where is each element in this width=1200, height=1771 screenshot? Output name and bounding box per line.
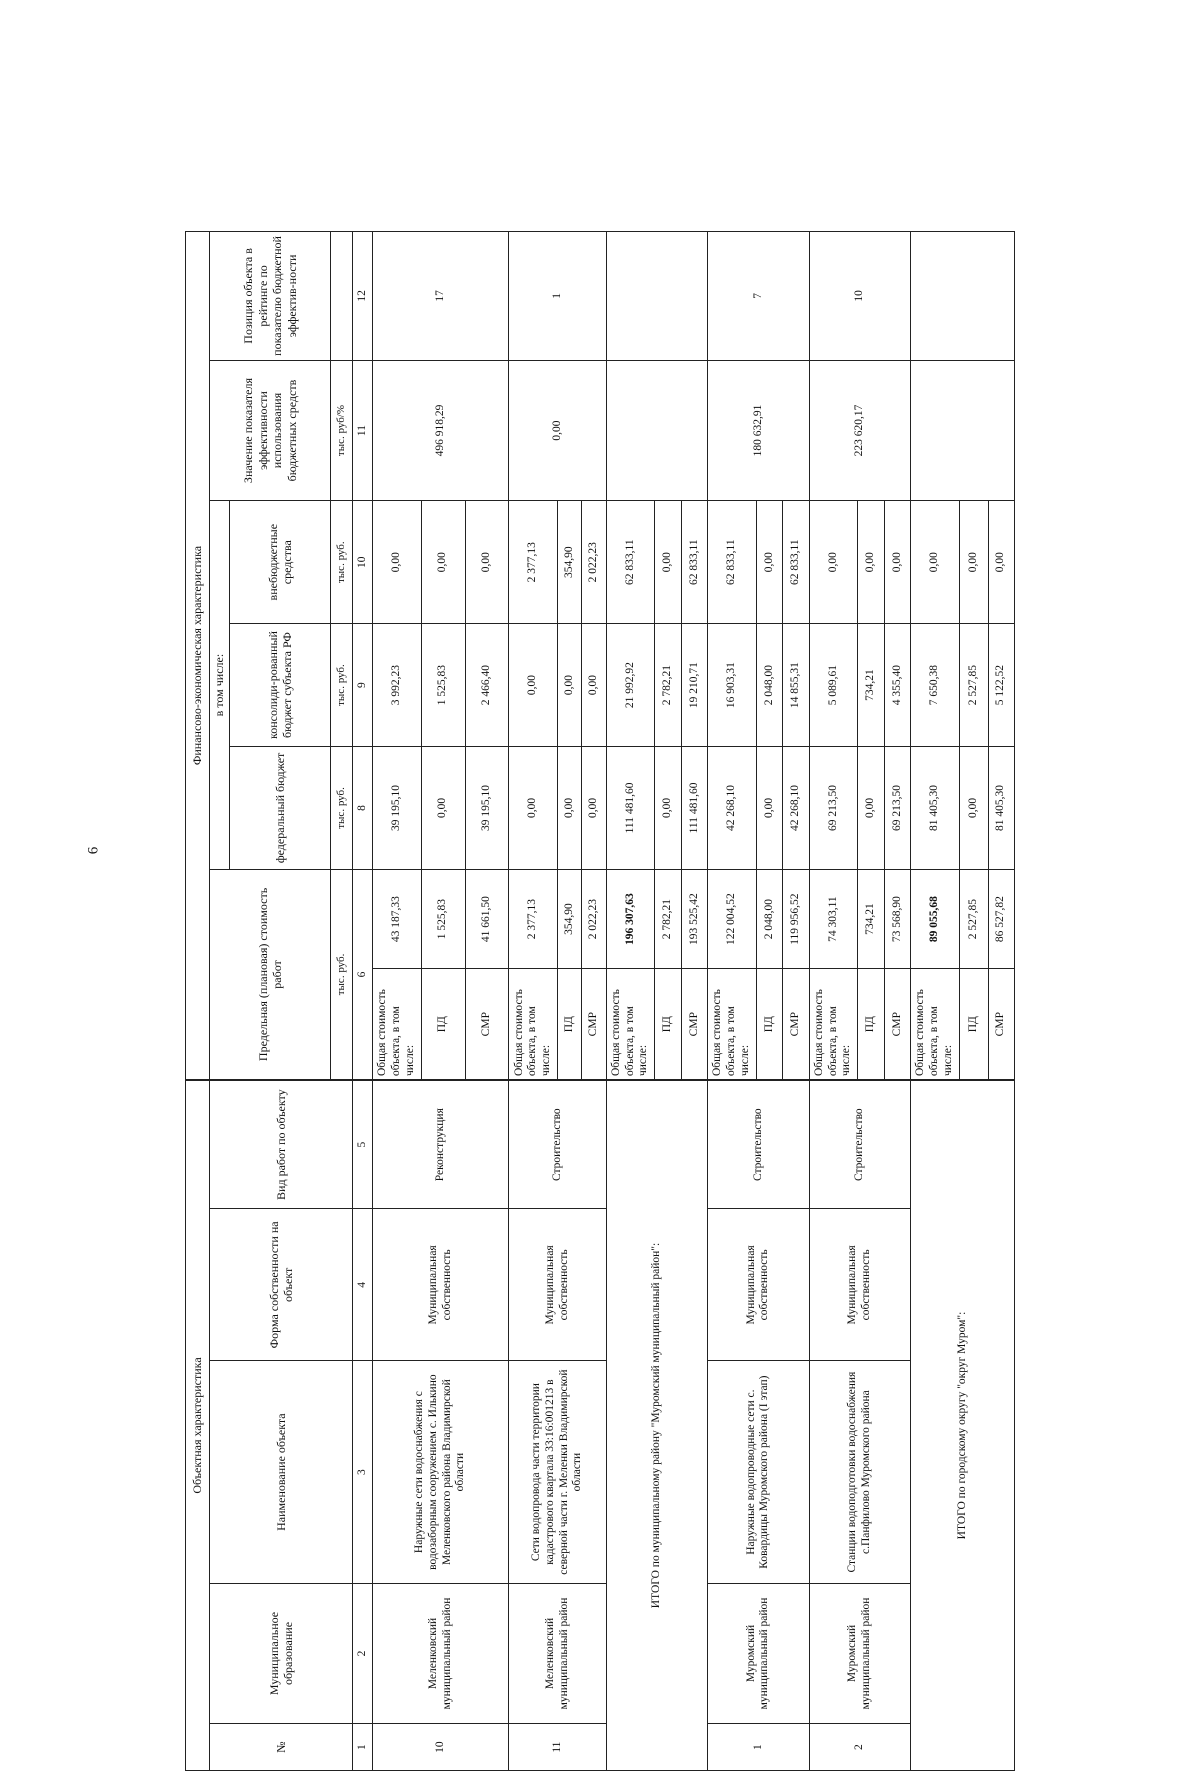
- extra-value: 0,00: [809, 501, 858, 624]
- cost-value: 86 527,82: [988, 869, 1014, 968]
- extra-value: 62 833,11: [606, 501, 655, 624]
- row-label-total: Общая стоимость объекта, в том числе:: [372, 969, 421, 1080]
- regional-value: 734,21: [858, 624, 884, 747]
- federal-value: 0,00: [959, 747, 988, 870]
- extra-value: 0,00: [465, 501, 509, 624]
- cost-value: 122 004,52: [708, 869, 757, 968]
- regional-value: 2 048,00: [756, 624, 782, 747]
- page-number: 6: [85, 846, 102, 855]
- extra-value: 0,00: [421, 501, 465, 624]
- efficiency-value: 496 918,29: [372, 360, 509, 500]
- extra-value: 0,00: [884, 501, 910, 624]
- rank-value: 17: [372, 232, 509, 361]
- federal-value: 39 195,10: [465, 747, 509, 870]
- regional-value: 2 782,21: [655, 624, 681, 747]
- extra-value: 0,00: [988, 501, 1014, 624]
- row-label-total: Общая стоимость объекта, в том числе:: [606, 969, 655, 1080]
- extra-value: 62 833,11: [681, 501, 707, 624]
- row-label-smr: СМР: [465, 969, 509, 1080]
- extra-value: 2 377,13: [509, 501, 558, 624]
- federal-value: 69 213,50: [884, 747, 910, 870]
- rank-value: 1: [509, 232, 606, 361]
- cost-value: 354,90: [558, 869, 582, 968]
- extra-value: 0,00: [911, 501, 960, 624]
- federal-value: 69 213,50: [809, 747, 858, 870]
- regional-value: 5 122,52: [988, 624, 1014, 747]
- efficiency-value: 0,00: [509, 360, 606, 500]
- federal-value: 0,00: [421, 747, 465, 870]
- regional-value: 3 992,23: [372, 624, 421, 747]
- federal-value: 81 405,30: [988, 747, 1014, 870]
- object-work-type: Строительство: [809, 1080, 911, 1209]
- col-number: 3: [353, 1361, 373, 1583]
- col-number: 2: [353, 1583, 373, 1723]
- cost-value: 2 782,21: [655, 869, 681, 968]
- col-municipality-header: Муниципальное образование: [210, 1583, 353, 1723]
- row-label-pd: ПД: [655, 969, 681, 1080]
- subtotal-label: ИТОГО по городскому округу "округ Муром":: [911, 1080, 1015, 1770]
- col-num-header: №: [210, 1724, 353, 1771]
- row-label-smr: СМР: [783, 969, 809, 1080]
- object-ownership: Муниципальная собственность: [809, 1209, 911, 1361]
- cost-value: 89 055,68: [911, 869, 960, 968]
- row-label-pd: ПД: [756, 969, 782, 1080]
- cost-value: 73 568,90: [884, 869, 910, 968]
- object-characteristics-header: Объектная характеристика: [186, 1080, 210, 1770]
- regional-value: 4 355,40: [884, 624, 910, 747]
- object-num: 1: [708, 1724, 810, 1771]
- col-work-type-header: Вид работ по объекту: [210, 1080, 353, 1209]
- object-ownership: Муниципальная собственность: [708, 1209, 810, 1361]
- col-name-header: Наименование объекта: [210, 1361, 353, 1583]
- col-extra-header: внебюджетные средства: [229, 501, 330, 624]
- cost-value: 41 661,50: [465, 869, 509, 968]
- federal-value: 39 195,10: [372, 747, 421, 870]
- regional-value: 5 089,61: [809, 624, 858, 747]
- row-label-smr: СМР: [988, 969, 1014, 1080]
- col-number: 1: [353, 1724, 373, 1771]
- extra-value: 62 833,11: [783, 501, 809, 624]
- regional-value: 2 466,40: [465, 624, 509, 747]
- row-label-smr: СМР: [681, 969, 707, 1080]
- efficiency-value: 223 620,17: [809, 360, 911, 500]
- cost-value: 2 377,13: [509, 869, 558, 968]
- col-cost-header: Предельная (плановая) стоимость работ: [210, 869, 331, 1080]
- object-municipality: Муромский муниципальный район: [708, 1583, 810, 1723]
- federal-value: 111 481,60: [606, 747, 655, 870]
- rank-value: 10: [809, 232, 911, 361]
- financial-characteristics-header: Финансово-экономическая характеристика: [186, 232, 210, 1081]
- regional-value: 7 650,38: [911, 624, 960, 747]
- rotated-table-sheet: [185, 231, 1015, 1771]
- federal-value: 0,00: [655, 747, 681, 870]
- efficiency-value: 180 632,91: [708, 360, 810, 500]
- cost-value: 2 022,23: [582, 869, 606, 968]
- regional-value: 0,00: [582, 624, 606, 747]
- object-municipality: Меленковский муниципальный район: [509, 1583, 606, 1723]
- object-municipality: Муромский муниципальный район: [809, 1583, 911, 1723]
- col-regional-header: консолиди-рованный бюджет субъекта РФ: [229, 624, 330, 747]
- regional-value: 21 992,92: [606, 624, 655, 747]
- extra-value: 354,90: [558, 501, 582, 624]
- col-number: 6: [353, 869, 373, 1080]
- unit-efficiency: тыс. руб/%: [331, 360, 353, 500]
- col-number: 11: [353, 360, 373, 500]
- cost-value: 119 956,52: [783, 869, 809, 968]
- col-federal-header: федеральный бюджет: [229, 747, 330, 870]
- unit-regional: тыс. руб.: [331, 624, 353, 747]
- object-num: 10: [372, 1724, 509, 1771]
- federal-value: 0,00: [582, 747, 606, 870]
- object-work-type: Реконструкция: [372, 1080, 509, 1209]
- federal-value: 42 268,10: [708, 747, 757, 870]
- cost-value: 734,21: [858, 869, 884, 968]
- object-name: Сети водопровода части территории кадастрового квартала 33:16:001213 в северной части г. Меленки Владимирской области: [509, 1361, 606, 1583]
- regional-value: 14 855,31: [783, 624, 809, 747]
- cost-value: 196 307,63: [606, 869, 655, 968]
- unit-cost: тыс. руб.: [331, 869, 353, 1080]
- federal-value: 42 268,10: [783, 747, 809, 870]
- col-ownership-header: Форма собственности на объект: [210, 1209, 353, 1361]
- extra-value: 62 833,11: [708, 501, 757, 624]
- row-label-smr: СМР: [884, 969, 910, 1080]
- extra-value: 0,00: [756, 501, 782, 624]
- extra-value: 2 022,23: [582, 501, 606, 624]
- col-number: 12: [353, 232, 373, 361]
- row-label-pd: ПД: [558, 969, 582, 1080]
- col-rank-header: Позиция объекта в рейтинге по показателю бюджетной эффектив-ности: [210, 232, 331, 361]
- regional-value: 0,00: [509, 624, 558, 747]
- row-label-pd: ПД: [858, 969, 884, 1080]
- row-label-pd: ПД: [421, 969, 465, 1080]
- extra-value: 0,00: [655, 501, 681, 624]
- row-label-smr: СМР: [582, 969, 606, 1080]
- col-number: 4: [353, 1209, 373, 1361]
- cost-value: 43 187,33: [372, 869, 421, 968]
- federal-value: 0,00: [558, 747, 582, 870]
- in-that-header: в том числе:: [210, 501, 230, 870]
- regional-value: 2 527,85: [959, 624, 988, 747]
- federal-value: 81 405,30: [911, 747, 960, 870]
- objects-table: [185, 231, 1015, 1771]
- object-work-type: Строительство: [509, 1080, 606, 1209]
- federal-value: 0,00: [858, 747, 884, 870]
- federal-value: 0,00: [756, 747, 782, 870]
- row-label-total: Общая стоимость объекта, в том числе:: [809, 969, 858, 1080]
- row-label-total: Общая стоимость объекта, в том числе:: [911, 969, 960, 1080]
- cost-value: 1 525,83: [421, 869, 465, 968]
- row-label-pd: ПД: [959, 969, 988, 1080]
- regional-value: 16 903,31: [708, 624, 757, 747]
- cost-value: 193 525,42: [681, 869, 707, 968]
- extra-value: 0,00: [959, 501, 988, 624]
- object-name: Станции водоподготовки водоснабжения с.Панфилово Муромского района: [809, 1361, 911, 1583]
- object-name: Наружные сети водоснабжения с водозаборным сооружением с. Илькино Меленковского района Владимирской области: [372, 1361, 509, 1583]
- cost-value: 2 048,00: [756, 869, 782, 968]
- row-label-total: Общая стоимость объекта, в том числе:: [708, 969, 757, 1080]
- cost-value: 74 303,11: [809, 869, 858, 968]
- regional-value: 19 210,71: [681, 624, 707, 747]
- col-efficiency-header: Значение показателя эффективности использования бюджетных средств: [210, 360, 331, 500]
- cost-value: 2 527,85: [959, 869, 988, 968]
- object-ownership: Муниципальная собственность: [372, 1209, 509, 1361]
- col-number: 5: [353, 1080, 373, 1209]
- unit-federal: тыс. руб.: [331, 747, 353, 870]
- col-number: 10: [353, 501, 373, 624]
- extra-value: 0,00: [372, 501, 421, 624]
- regional-value: 1 525,83: [421, 624, 465, 747]
- federal-value: 111 481,60: [681, 747, 707, 870]
- object-municipality: Меленковский муниципальный район: [372, 1583, 509, 1723]
- col-number: 8: [353, 747, 373, 870]
- object-name: Наружные водопроводные сети с. Ковардицы Муромского района (I этап): [708, 1361, 810, 1583]
- federal-value: 0,00: [509, 747, 558, 870]
- rank-value: 7: [708, 232, 810, 361]
- object-work-type: Строительство: [708, 1080, 810, 1209]
- extra-value: 0,00: [858, 501, 884, 624]
- object-ownership: Муниципальная собственность: [509, 1209, 606, 1361]
- regional-value: 0,00: [558, 624, 582, 747]
- row-label-total: Общая стоимость объекта, в том числе:: [509, 969, 558, 1080]
- object-num: 2: [809, 1724, 911, 1771]
- col-number: 9: [353, 624, 373, 747]
- object-num: 11: [509, 1724, 606, 1771]
- unit-extra: тыс. руб.: [331, 501, 353, 624]
- subtotal-label: ИТОГО по муниципальному району "Муромский муниципальный район":: [606, 1080, 708, 1770]
